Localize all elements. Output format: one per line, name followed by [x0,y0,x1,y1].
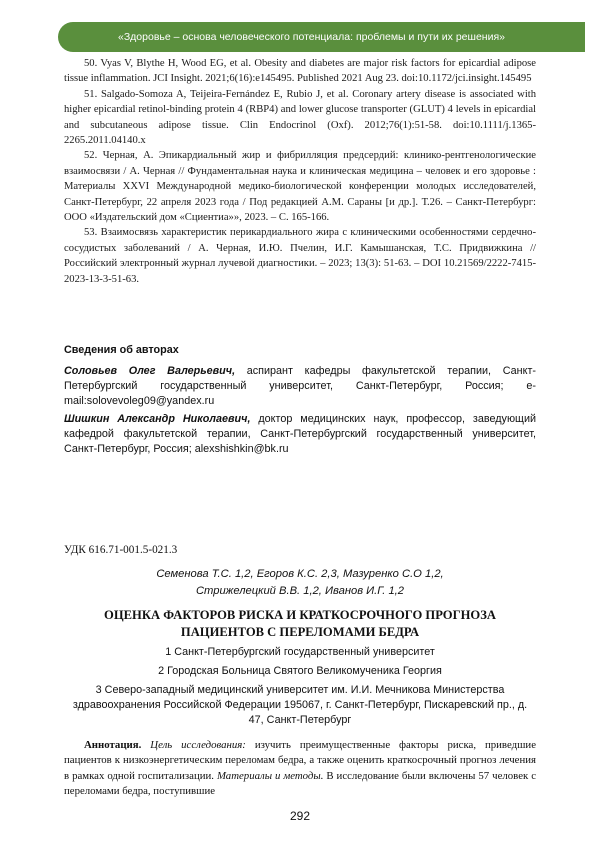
abstract-text-1: изучить преимущественные факторы риска, приведшие пациентов к низкоэнергетическим переломам бедра, а также оценить краткосрочный прогноз лечения в рамках одной госпитализации. [64,739,536,782]
affiliation-1: 1 Санкт-Петербургский государственный университет [165,646,435,658]
abstract-text-2: В исследование были включены 57 человек с переломами бедра, поступившие [64,769,536,798]
udc-code: УДК 616.71-001.5-021.3 [64,544,178,556]
reference-51: 51. Salgado-Somoza A, Teijeira-Fernández E, Rubio J, et al. Coronary artery disease is associated with higher epicardial retinol-binding protein 4 (RBP4) and lower glucose transporter (GLUT) 4 levels in epicardial and subcutaneous adipose tissue. Clin Endocrinol (Oxf). 2012;76(1):51-58. doi:10.1111/j.1365-2265.2011.04140.x [64,88,536,147]
author-info-2 [64,412,536,458]
article-title: ОЦЕНКА ФАКТОРОВ РИСКА И КРАТКОСРОЧНОГО ПРОГНОЗА ПАЦИЕНТОВ С ПЕРЕЛОМАМИ БЕДРА [104,608,496,639]
abstract [64,738,536,800]
affiliation-2: 2 Городская Больница Святого Великомученика Георгия [158,665,442,677]
author-1-name: Соловьев Олег Валерьевич, [64,365,236,377]
abstract-methods-label: Материалы и методы. [216,769,324,782]
author-info-1 [64,364,536,410]
article-authors-line-1: Семенова Т.С. 1,2, Егоров К.С. 2,3, Мазуренко С.О 1,2, [156,568,444,580]
page-number: 292 [289,809,311,823]
journal-banner [58,22,565,52]
author-2-details: доктор медицинских наук, профессор, заведующий кафедрой факультетской терапии, Санкт-Петербургский государственный университет, Санкт-Петербург, Россия; alexshishkin@bk.ru [64,413,537,456]
banner-text: «Здоровье – основа человеческого потенциала: проблемы и пути их решения» [118,31,505,43]
author-2-name: Шишкин Александр Николаевич, [64,413,251,425]
reference-52: 52. Черная, А. Эпикардиальный жир и фибрилляция предсердий: клинико-рентгенологические взаимосвязи / А. Черная // Фундаментальная наука и клиническая медицина – человек и его здоровье : Материалы XXVI Международной медико-биологической конференции молодых исследователей, Санкт-Петербург, 22 апреля 2023 года / Под редакцией А.М. Сараны [и др.]. Т.26. – Санкт-Петербург: ООО «Издательский дом «Сциентиа»», 2023. – С. 165-166. [64,150,536,224]
article-authors-line-2: Стрижелецкий В.В. 1,2, Иванов И.Г. 1,2 [195,585,405,597]
reference-list [64,56,536,287]
affiliation-3: 3 Северо-западный медицинский университет им. И.И. Мечникова Министерства здравоохранения Российской Федерации 195067, г. Санкт-Петербург, Пискаревский пр., д. 47, Санкт-Петербург [72,684,528,726]
authors-heading: Сведения об авторах [64,344,179,356]
reference-50: 50. Vyas V, Blythe H, Wood EG, et al. Obesity and diabetes are major risk factors for epicardial adipose tissue inflammation. JCI Insight. 2021;6(16):e145495. Published 2021 Aug 23. doi:10.1172/jci.insight.145495 [64,58,536,85]
abstract-label: Аннотация. [84,739,142,751]
abstract-goal-label: Цель исследования: [150,739,246,751]
author-1-details: аспирант кафедры факультетской терапии, Санкт-Петербургский государственный университет, Санкт-Петербург, Россия; e-mail:solovevoleg09@yandex.ru [64,365,536,408]
reference-53: 53. Взаимосвязь характеристик перикардиального жира с клиническими особенностями сердечно-сосудистых заболеваний / А. Черная, И.Ю. Пчелин, И.Г. Камышанская, Т.С. Придвижкина // Российский электронный журнал лучевой диагностики. – 2023; 13(3): 51-63. – DOI 10.21569/2222-7415-2023-13-3-51-63. [64,227,536,285]
